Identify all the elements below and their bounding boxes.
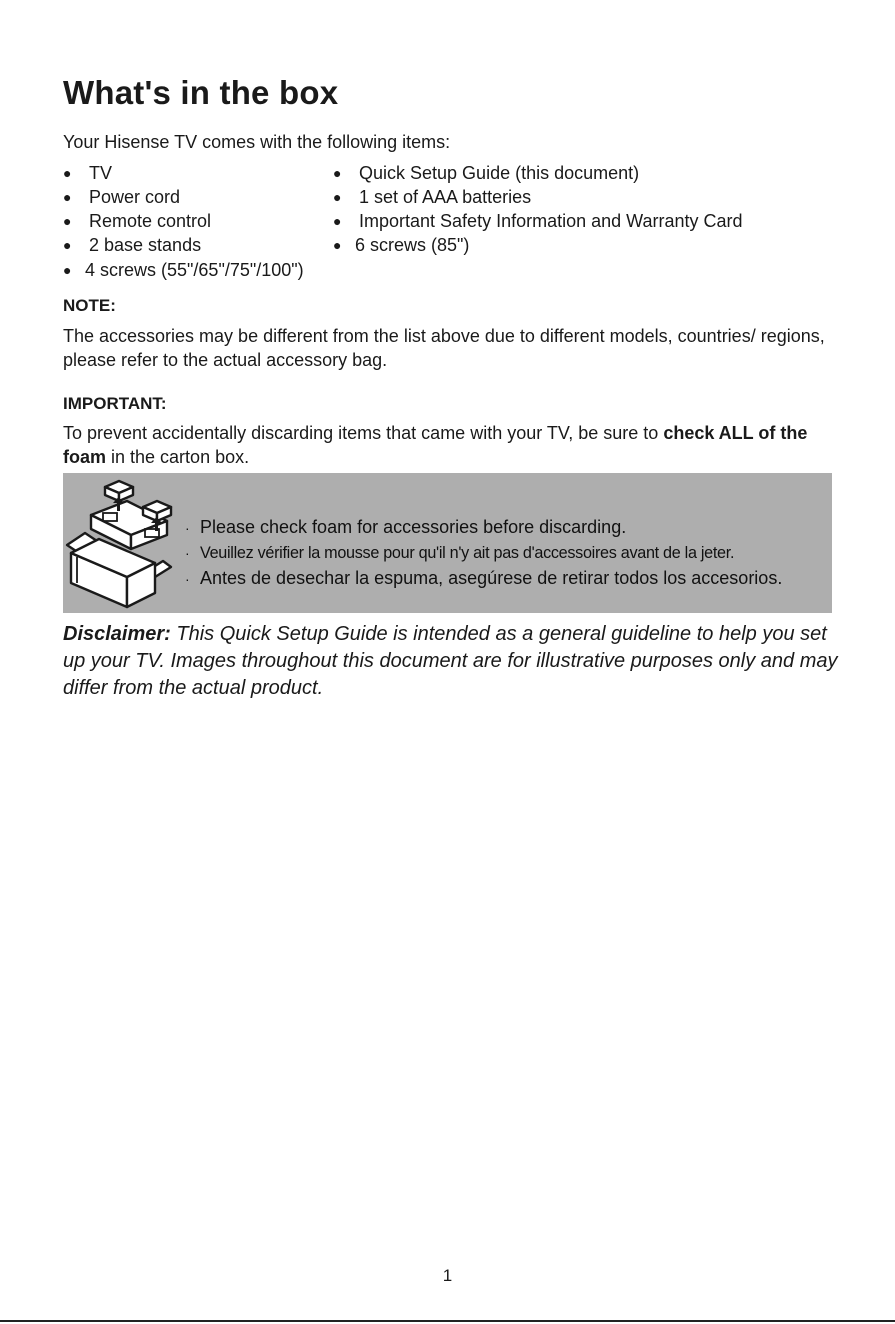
intro-text: Your Hisense TV comes with the following items: [63, 132, 451, 152]
list-item-label: Power cord [89, 187, 181, 207]
bullet-icon: ● [63, 237, 72, 253]
disclaimer [63, 621, 843, 702]
list-item [333, 209, 743, 233]
list-item-label: 6 screws (85") [355, 235, 470, 255]
bullet-icon: ● [333, 237, 342, 253]
items-list [63, 161, 843, 286]
disclaimer-label: Disclaimer: [63, 623, 171, 645]
notice-line-french [185, 541, 830, 566]
list-item [63, 161, 112, 185]
notice-line-spanish [185, 566, 830, 592]
important-text-part: in the carton box. [106, 447, 250, 467]
disclaimer-text: This Quick Setup Guide is intended as a general guideline to help you set up your TV. Images throughout this document are for illustrative purposes only and may differ from the actual product. [63, 623, 838, 699]
note-text: The accessories may be different from the list above due to different models, countries/ regions, please refer to the actual accessory bag. [63, 326, 825, 370]
list-item [63, 185, 180, 209]
list-item-label: 2 base stands [89, 235, 202, 255]
bullet-icon: ● [63, 262, 72, 278]
important-heading: IMPORTANT: [63, 394, 167, 413]
notice-line-text: Veuillez vérifier la mousse pour qu'il n'y ait pas d'accessoires avant de la jeter. [200, 544, 735, 562]
notice-line-english [185, 515, 830, 541]
list-item-label: Important Safety Information and Warranty Card [359, 211, 743, 231]
list-item-label: TV [89, 163, 113, 183]
bullet-icon: ● [63, 213, 72, 229]
bullet-icon: ● [63, 189, 72, 205]
list-item-label: 4 screws (55"/65"/75"/100") [85, 260, 304, 280]
foam-notice-lines [185, 515, 830, 592]
page-title: What's in the box [63, 74, 339, 111]
list-item [63, 233, 201, 257]
notice-line-text: Please check foam for accessories before discarding. [200, 517, 627, 537]
dot-icon: · [185, 571, 190, 587]
important-text-part: To prevent accidentally discarding items that came with your TV, be sure to [63, 423, 664, 443]
list-item-label: Quick Setup Guide (this document) [359, 163, 640, 183]
list-item [333, 233, 469, 257]
list-item-label: Remote control [89, 211, 212, 231]
list-item-label: 1 set of AAA batteries [359, 187, 532, 207]
dot-icon: · [185, 545, 190, 561]
list-item [63, 258, 304, 282]
page-number: 1 [442, 1266, 453, 1285]
notice-line-text: Antes de desechar la espuma, asegúrese de retirar todos los accesorios. [200, 568, 783, 588]
dot-icon: · [185, 520, 190, 536]
important-text-emphasis: check ALL of the foam [63, 423, 808, 467]
box-with-foam-icon [63, 473, 183, 613]
foam-notice-box [63, 473, 832, 613]
bullet-icon: ● [333, 165, 342, 181]
bullet-icon: ● [333, 189, 342, 205]
list-item [63, 209, 211, 233]
note-heading: NOTE: [63, 296, 116, 315]
bullet-icon: ● [63, 165, 72, 181]
bottom-rule [0, 1320, 895, 1322]
important-text [63, 421, 838, 469]
bullet-icon: ● [333, 213, 342, 229]
list-item [333, 161, 639, 185]
list-item [333, 185, 531, 209]
